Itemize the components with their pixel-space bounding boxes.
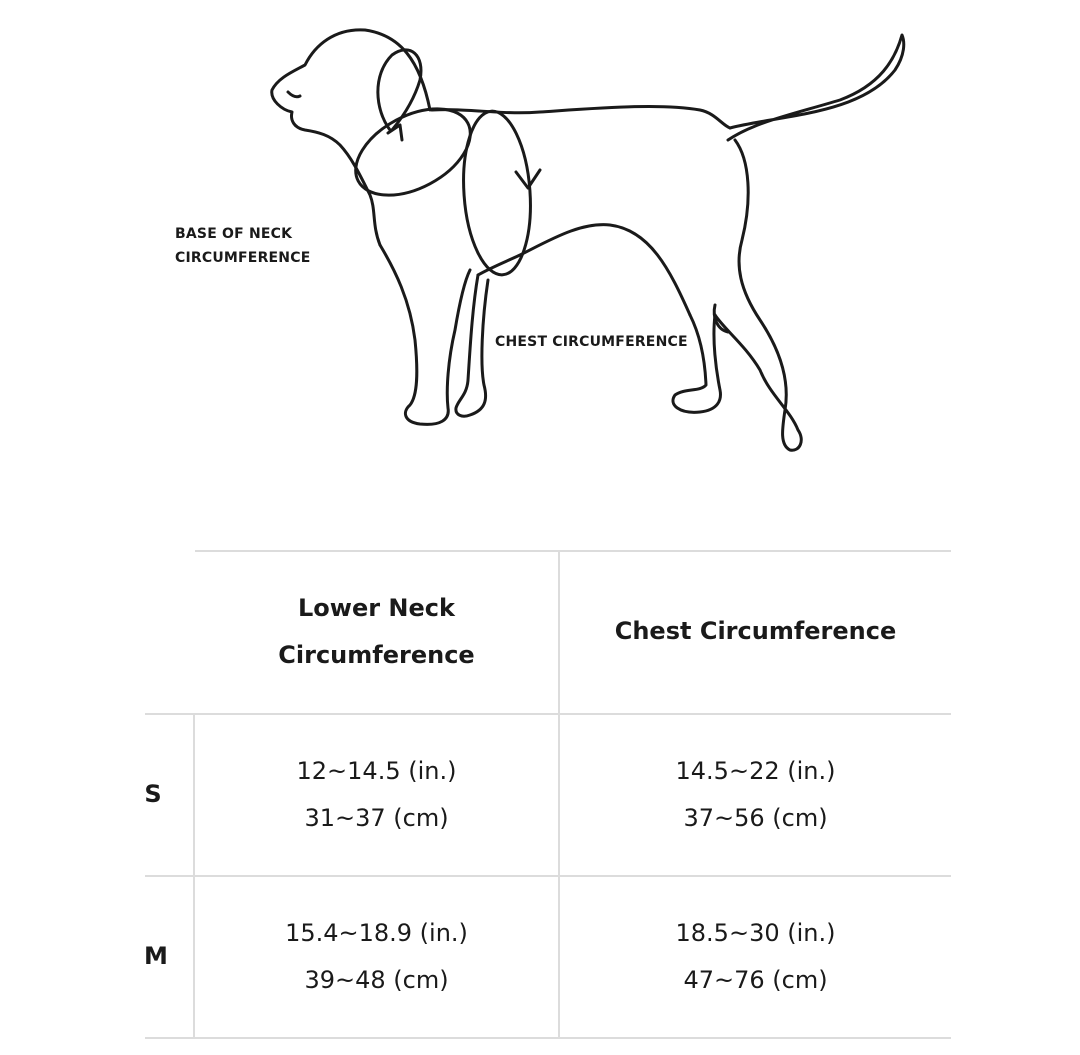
table-cell-s-neck <box>195 748 558 842</box>
m-chest-cm: 47~76 (cm) <box>683 966 828 994</box>
dog-rear-leg-outline <box>715 140 801 450</box>
neck-arrow-head <box>388 125 402 140</box>
s-neck-cm: 31~37 (cm) <box>304 804 449 832</box>
dog-belly-outline <box>478 225 690 315</box>
chest-circumference-loop <box>458 109 535 277</box>
table-bottom-border <box>145 1037 951 1039</box>
chest-circumference-label: CHEST CIRCUMFERENCE <box>495 330 692 354</box>
dog-outline-illustration <box>0 0 1080 480</box>
header-bottom-border <box>145 713 951 715</box>
table-cell-m-neck <box>195 910 558 1004</box>
table-cell-m-chest <box>560 910 951 1004</box>
neck-label-line1: BASE OF NECK <box>175 226 293 242</box>
dog-face-detail <box>288 92 300 97</box>
m-chest-inches: 18.5~30 (in.) <box>675 919 836 947</box>
dog-front-leg-outline <box>380 245 470 424</box>
row-s-bottom-border <box>145 875 951 877</box>
size-label-s: S <box>144 780 162 808</box>
header-chest-circumference: Chest Circumference <box>614 617 897 645</box>
s-neck-inches: 12~14.5 (in.) <box>296 757 457 785</box>
m-neck-cm: 39~48 (cm) <box>304 966 449 994</box>
dog-tail-outline <box>728 35 904 140</box>
neck-circumference-label <box>175 222 310 270</box>
dog-back-outline <box>432 106 730 128</box>
table-cell-s-chest <box>560 748 951 842</box>
header-neck-line1: Lower Neck <box>298 594 455 622</box>
m-neck-inches: 15.4~18.9 (in.) <box>285 919 468 947</box>
s-chest-cm: 37~56 (cm) <box>683 804 828 832</box>
neck-label-line2: CIRCUMFERENCE <box>175 250 311 266</box>
table-top-border <box>195 550 951 552</box>
dog-measurement-diagram <box>0 0 1080 480</box>
size-label-m: M <box>144 942 168 970</box>
dog-head-outline <box>272 30 430 245</box>
s-chest-inches: 14.5~22 (in.) <box>675 757 836 785</box>
header-lower-neck-circumference <box>195 585 558 679</box>
header-neck-line2: Circumference <box>278 641 475 669</box>
